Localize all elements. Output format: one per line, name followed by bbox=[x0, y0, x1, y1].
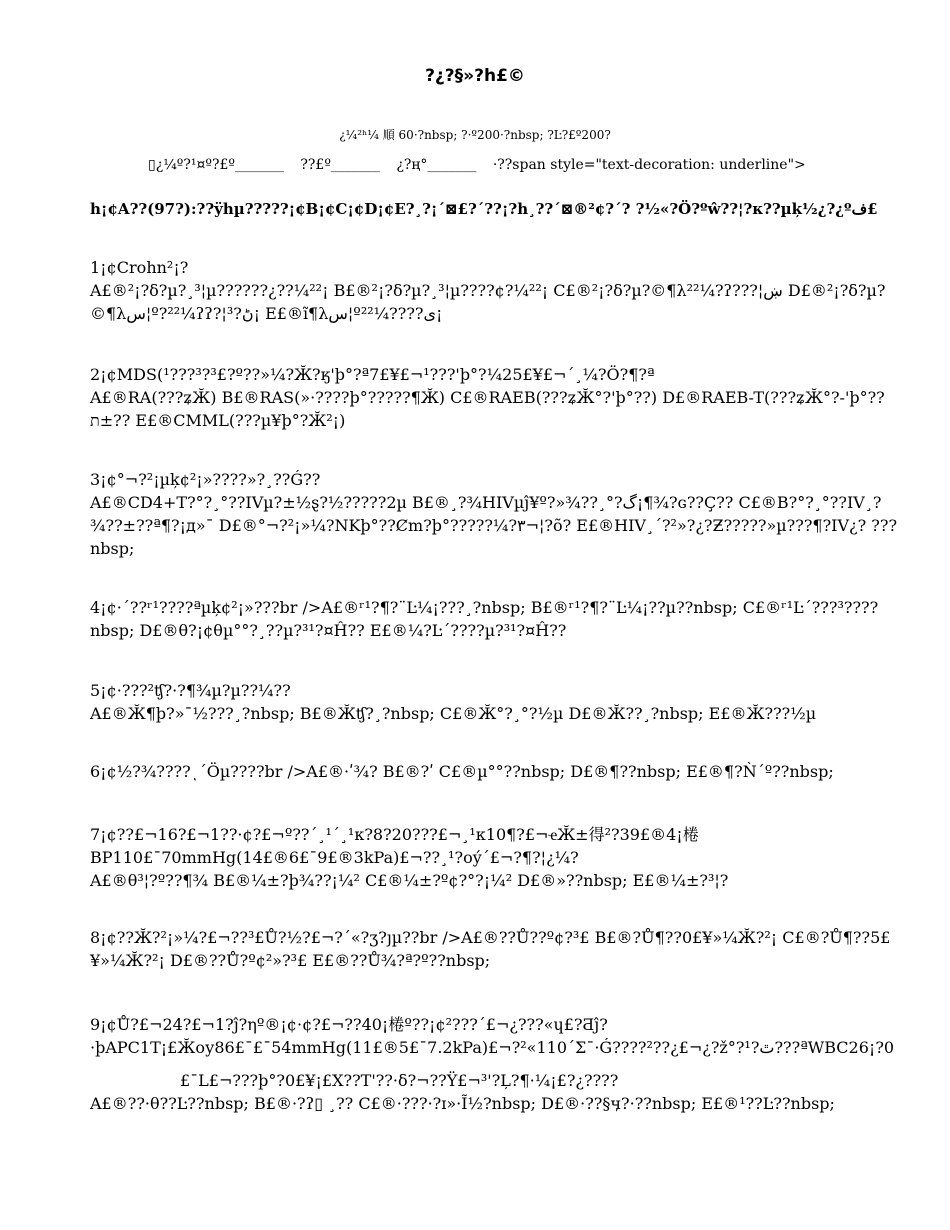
section-instruction: h¡¢A??(97?):??ÿhµ?????¡¢B¡¢C¡¢D¡¢E?¸?¡´⊠£?´??¡?h¸??´⊠®²¢?´? ?½«?Ö?ºŵ??¦?к??µķ½¿?¿ºف£ bbox=[90, 200, 878, 218]
question-3 bbox=[90, 468, 902, 560]
info-field-3: ¿?ң°_______ bbox=[396, 157, 477, 173]
question-stem: 9¡¢Ů?£¬24?£¬1?ĵ?ηº®¡¢·¢?£¬??40¡棬º??¡¢²???´£¬¿???«ɥ£?Ƌĵ? bbox=[90, 1015, 608, 1034]
info-field-2: ??£º_______ bbox=[300, 157, 380, 173]
question-options: A£®??·θ??Ŀ??nbsp; B£®·?ʔ▯ ¸?? C£®·???·?ɪ»·Ĩ½?nbsp; D£®·??§ӌ?·??nbsp; E£®¹??Ŀ??nbsp; bbox=[90, 1094, 835, 1113]
page-subtitle: ¿¼²ʰ¼ 順 60·?nbsp; ?·º200·?nbsp; ?Ŀ?£º200? bbox=[339, 128, 611, 142]
page-title: ?¿?§»?h£© bbox=[425, 66, 525, 86]
question-labs: £¯L£¬???þ°?0£¥¡£X??T'??·δ?¬??Ÿ£¬³'?Ļ?¶·¼¡£?¿???? bbox=[180, 1071, 619, 1090]
question-6 bbox=[90, 760, 902, 783]
info-field-1: ▯¿¼º?¹¤º?£º_______ bbox=[148, 157, 284, 173]
question-stem: 6¡¢½?¾????ͺ´Öµ????br />A£®·ʹ¾? B£®?ʹ C£®µ°°??nbsp; D£®¶??nbsp; E£®¶?Ǹ´º??nbsp; bbox=[90, 762, 834, 781]
question-7 bbox=[90, 823, 902, 892]
question-options: A£®θ³¦?º??¶¾ B£®¼±?þ¾??¡¼² C£®¼±?º¢?°?¡¼² D£®»??nbsp; E£®¼±?³¦? bbox=[90, 871, 729, 890]
info-line bbox=[148, 157, 818, 173]
question-9 bbox=[90, 1013, 902, 1115]
question-options: A£®RA(???ʑӁ) B£®RAS(»·????þ°?????¶Ӂ) C£®RAEB(???ʑӁ°?'þ°??) D£®RAEB-T(???ʑӁ°?-'þ°??ת±?? E£®CMML(???µ¥þ°?Ӂ²¡) bbox=[90, 388, 885, 430]
question-options: A£®Ӂ¶þ?»¯½???¸?nbsp; B£®Ӂʧ?¸?nbsp; C£®Ӂ°?¸°?½µ D£®Ӂ??¸?nbsp; E£®Ӂ???½µ bbox=[90, 704, 817, 723]
question-options: A£®²¡?δ?µ?¸³¦µ??????¿??¼²²¡ B£®²¡?δ?µ?¸³¦µ????¢?¼²²¡ C£®²¡?δ?µ?©¶λ²²¼?ʔ???¦ښ D£®²¡?δ?µ?©¶λس¦º?²²¼ʔʔ?¦³?ڻ¡ E£®ĩ¶λس¦ºﻯ????¼²²¡ bbox=[90, 281, 886, 323]
question-vitals: ·þAPC1T¡£Ӂоу86£¯£¯54mmHg(11£®5£¯7.2kPa)£¬?²«110´Σ¯·Ǵ????²??¿£¬¿?ž°?¹?ٿ???ªWBC26¡?0 bbox=[90, 1038, 895, 1057]
question-stem: 4¡¢·´??ʳ¹????ªµķ¢²¡»???br />A£®ʳ¹?¶?¨Ŀ¼¡???¸?nbsp; B£®ʳ¹?¶?¨Ŀ¼¡??µ??nbsp; C£®ʳ¹Ŀ´???³???? nbsp; D£®θ?¡¢θµ°°?¸??µ?³¹?¤Ĥ?? E£®¼?Ŀ´????µ?³¹?¤Ĥ?? bbox=[90, 598, 879, 640]
question-2 bbox=[90, 363, 902, 432]
question-options: A£®CD4+T?°?¸°??IVµ?±½ȿ?½?????2µ B£®¸?¾HIVµĵ¥º?»¾??¸°?گ¡¶¾?ɢ??Ç?? C£®B?°?¸°??IV¸?¾??±??ª¶?¡д»¯ D£®°¬?²¡»¼?NKþ°??Ȼm?þ°?????¼?٣¬¦?õ? E£®HIV¸´?²»?¿?Ƶ?????»µ???¶?IV¿? ??? nbsp; bbox=[90, 493, 898, 558]
question-vitals: BP110£¯70mmHg(14£®6£¯9£®3kPa)£¬??¸¹?оý´£¬?¶?¦¿¼? bbox=[90, 848, 579, 867]
info-field-4: ·??span style="text-decoration: underline"> bbox=[492, 157, 806, 173]
question-stem: 8¡¢??Ӂ?²¡»¼?£¬??³£Ů?½?£¬?´«?ʒ?յµ??br />A£®??Ů??º¢?³£ B£®?Ů¶??0£¥»¼Ӂ?²¡ C£®?Ů¶??5£¥»¼Ӂ?²¡ D£®??Ů?º¢²»?³£ E£®??Ů¾?ª?º??nbsp; bbox=[90, 928, 891, 970]
question-8 bbox=[90, 926, 902, 972]
question-stem: 3¡¢°¬?²¡µķ¢²¡»????»?¸??Ǵ?? bbox=[90, 470, 321, 489]
question-stem: 1¡¢Crohn²¡? bbox=[90, 258, 189, 277]
question-stem: 7¡¢??£¬16?£¬1??·¢?£¬º??´¸¹´¸¹к?8?20???£¬¸¹к10¶?£¬ҽӁ±得²?39£®4¡棬 bbox=[90, 825, 699, 844]
question-stem: 2¡¢MDS(¹???³?³£?º??»¼?Ӂ?ӄ'þ°?ª7£¥£¬¹???'þ°?¼25£¥£¬´¸¼?Ö?¶?ª bbox=[90, 365, 655, 384]
question-4 bbox=[90, 596, 902, 642]
question-1 bbox=[90, 256, 902, 325]
question-5 bbox=[90, 679, 902, 725]
question-stem: 5¡¢·???²ʧ?·?¶¾µ?µ??¼?? bbox=[90, 681, 291, 700]
